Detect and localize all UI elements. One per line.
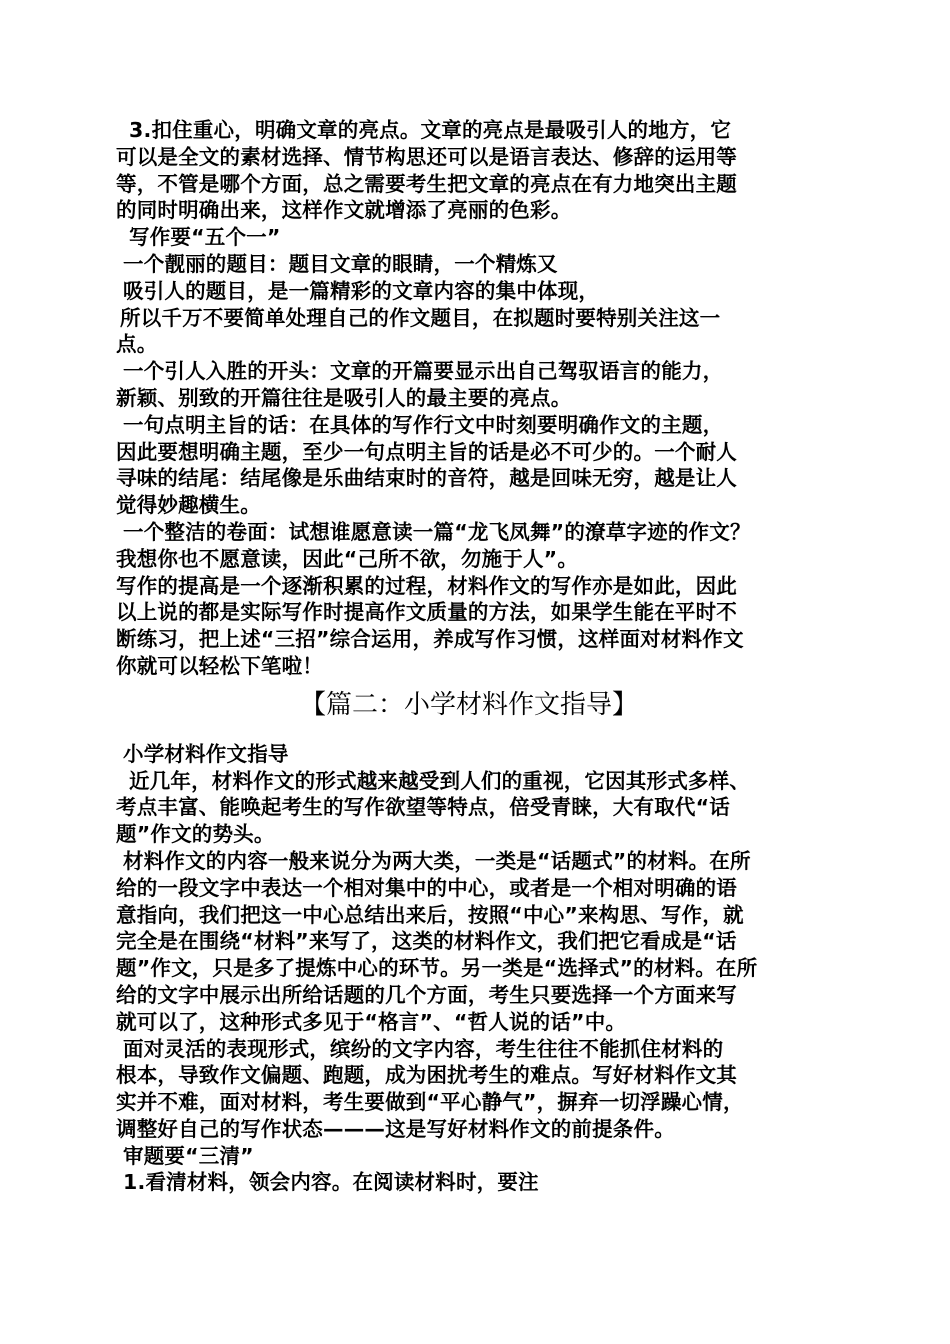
text-line: 考点丰富、能唤起考生的写作欲望等特点，倍受青睐，大有取代“话 — [116, 795, 730, 820]
text-line: 审题要“三清” — [123, 1143, 254, 1168]
text-line: 断练习，把上述“三招”综合运用，养成写作习惯，这样面对材料作文 — [116, 627, 744, 652]
text-line: 给的文字中展示出所给话题的几个方面，考生只要选择一个方面来写 — [116, 982, 737, 1007]
text-line: 吸引人的题目，是一篇精彩的文章内容的集中体现， — [123, 278, 600, 303]
text-line: 一个整洁的卷面：试想谁愿意读一篇“龙飞凤舞”的潦草字迹的作文？ — [123, 519, 751, 544]
text-line: 的同时明确出来，这样作文就增添了亮丽的色彩。 — [116, 198, 572, 223]
text-line: 意指向，我们把这一中心总结出来后，按照“中心”来构思、写作，就 — [116, 902, 744, 927]
part1-text — [116, 117, 840, 680]
text-line: 寻味的结尾：结尾像是乐曲结束时的音符，越是回味无穷，越是让人 — [116, 466, 737, 491]
text-line: 一个靓丽的题目：题目文章的眼睛，一个精炼又 — [123, 251, 558, 276]
text-line: 就可以了，这种形式多见于“格言”、“哲人说的话”中。 — [116, 1009, 627, 1034]
text-line: 近几年，材料作文的形式越来越受到人们的重视，它因其形式多样、 — [129, 768, 750, 793]
document-body — [116, 117, 840, 1196]
text-line: 写作要“五个一” — [129, 225, 281, 250]
text-line: 3.扣住重心，明确文章的亮点。文章的亮点是最吸引人的地方，它 — [129, 118, 732, 142]
text-line: 觉得妙趣横生。 — [116, 493, 261, 518]
text-line: 材料作文的内容一般来说分为两大类，一类是“话题式”的材料。在所 — [123, 848, 751, 873]
text-line: 完全是在围绕“材料”来写了，这类的材料作文，我们把它看成是“话 — [116, 929, 737, 954]
part2-text — [116, 741, 840, 1197]
text-line: 新颖、别致的开篇往往是吸引人的最主要的亮点。 — [116, 385, 572, 410]
text-line: 因此要想明确主题，至少一句点明主旨的话是必不可少的。一个耐人 — [116, 439, 737, 464]
text-line: 点。 — [116, 332, 158, 357]
text-line: 可以是全文的素材选择、情节构思还可以是语言表达、修辞的运用等 — [116, 144, 737, 169]
text-line: 一句点明主旨的话：在具体的写作行文中时刻要明确作文的主题， — [123, 412, 724, 437]
text-line: 所以千万不要简单处理自己的作文题目，在拟题时要特别关注这一 — [120, 305, 721, 330]
text-line: 给的一段文字中表达一个相对集中的中心，或者是一个相对明确的语 — [116, 875, 737, 900]
text-line: 题”作文的势头。 — [116, 822, 275, 847]
text-line: 根本，导致作文偏题、跑题，成为困扰考生的难点。写好材料作文其 — [116, 1063, 737, 1088]
text-line: 以上说的都是实际写作时提高作文质量的方法，如果学生能在平时不 — [116, 600, 737, 625]
text-line: 一个引人入胜的开头：文章的开篇要显示出自己驾驭语言的能力， — [123, 359, 724, 384]
text-line: 小学材料作文指导 — [123, 741, 289, 766]
text-line: 调整好自己的写作状态———这是写好材料作文的前提条件。 — [116, 1116, 675, 1141]
text-line: 1.看清材料，领会内容。在阅读材料时，要注 — [123, 1170, 539, 1195]
section-heading: 【篇二：小学材料作文指导】 — [299, 689, 638, 720]
text-line: 你就可以轻松下笔啦！ — [116, 653, 323, 678]
text-line: 写作的提高是一个逐渐积累的过程，材料作文的写作亦是如此，因此 — [116, 573, 737, 598]
text-line: 面对灵活的表现形式，缤纷的文字内容，考生往往不能抓住材料的 — [123, 1036, 724, 1061]
text-line: 等，不管是哪个方面，总之需要考生把文章的亮点在有力地突出主题 — [116, 171, 737, 196]
text-line: 题”作文，只是多了提炼中心的环节。另一类是“选择式”的材料。在所 — [116, 956, 758, 981]
text-line: 我想你也不愿意读，因此“己所不欲，勿施于人”。 — [116, 546, 579, 571]
text-line: 实并不难，面对材料，考生要做到“平心静气”，摒弃一切浮躁心情， — [116, 1090, 744, 1115]
